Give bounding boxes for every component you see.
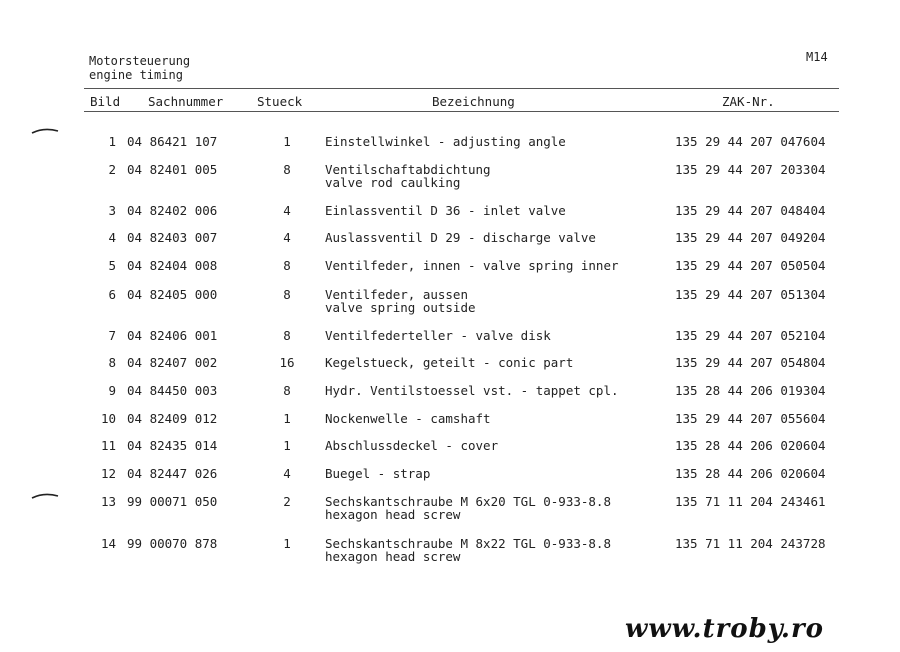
title-english: engine timing [89,68,183,82]
row-zak-nr: 135 29 44 207 051304 [675,287,826,302]
row-bild: 9 [108,383,116,398]
row-bezeichnung-de: Auslassventil D 29 - discharge valve [325,230,596,245]
row-bezeichnung-de: Buegel - strap [325,466,431,481]
row-zak-nr: 135 28 44 206 020604 [675,438,826,453]
row-stueck: 1 [283,134,291,149]
row-bezeichnung-en: hexagon head screw [325,507,461,522]
row-bild: 12 [100,466,116,481]
row-bezeichnung-de: Nockenwelle - camshaft [325,411,491,426]
row-bezeichnung-de: Ventilfederteller - valve disk [325,328,551,343]
row-zak-nr: 135 29 44 207 052104 [675,328,826,343]
row-bezeichnung-de: Einstellwinkel - adjusting angle [325,134,566,149]
row-sachnummer: 04 82406 001 [127,328,218,343]
row-zak-nr: 135 71 11 204 243728 [675,536,826,551]
row-zak-nr: 135 28 44 206 019304 [675,383,826,398]
watermark: www.troby.ro [625,614,825,644]
row-stueck: 4 [283,230,291,245]
row-zak-nr: 135 29 44 207 050504 [675,258,826,273]
row-bezeichnung-de: Sechskantschraube M 8x22 TGL 0-933-8.8 [325,536,611,551]
col-header-sachnummer: Sachnummer [148,94,224,109]
col-header-zak: ZAK-Nr. [722,94,775,109]
row-bezeichnung-de: Ventilfeder, aussen [325,287,468,302]
row-bezeichnung-de: Abschlussdeckel - cover [325,438,499,453]
section-code: M14 [806,50,828,64]
row-bezeichnung-de: Ventilschaftabdichtung [325,162,491,177]
row-bezeichnung-en: hexagon head screw [325,549,461,564]
row-bild: 14 [100,536,116,551]
row-bild: 2 [108,162,116,177]
page-title [89,54,190,82]
row-zak-nr: 135 29 44 207 049204 [675,230,826,245]
row-bild: 11 [100,438,116,453]
col-header-bild: Bild [90,94,121,109]
row-stueck: 8 [283,162,291,177]
col-header-bezeichnung: Bezeichnung [432,94,515,109]
row-stueck: 2 [283,494,291,509]
row-bezeichnung-de: Ventilfeder, innen - valve spring inner [325,258,619,273]
row-zak-nr: 135 29 44 207 054804 [675,355,826,370]
row-bild: 1 [108,134,116,149]
row-sachnummer: 04 84450 003 [127,383,218,398]
row-sachnummer: 04 82435 014 [127,438,218,453]
row-zak-nr: 135 71 11 204 243461 [675,494,826,509]
row-stueck: 8 [283,328,291,343]
row-stueck: 4 [283,203,291,218]
row-sachnummer: 99 00071 050 [127,494,218,509]
scan-mark-1 [30,125,60,137]
row-sachnummer: 99 00070 878 [127,536,218,551]
title-german: Motorsteuerung [89,54,191,68]
row-bild: 7 [108,328,116,343]
row-stueck: 8 [283,287,291,302]
row-stueck: 16 [279,355,295,370]
row-bild: 3 [108,203,116,218]
row-bezeichnung-de: Einlassventil D 36 - inlet valve [325,203,566,218]
row-sachnummer: 04 82403 007 [127,230,218,245]
row-zak-nr: 135 28 44 206 020604 [675,466,826,481]
row-sachnummer: 04 82407 002 [127,355,218,370]
row-zak-nr: 135 29 44 207 055604 [675,411,826,426]
row-sachnummer: 04 82409 012 [127,411,218,426]
row-bezeichnung-de: Kegelstueck, geteilt - conic part [325,355,574,370]
scan-mark-2 [30,490,60,502]
row-bild: 13 [100,494,116,509]
row-bild: 5 [108,258,116,273]
col-header-stueck: Stueck [257,94,303,109]
row-sachnummer: 04 82401 005 [127,162,218,177]
row-stueck: 8 [283,258,291,273]
row-zak-nr: 135 29 44 207 048404 [675,203,826,218]
row-bild: 8 [108,355,116,370]
row-sachnummer: 04 86421 107 [127,134,218,149]
row-bild: 4 [108,230,116,245]
row-stueck: 8 [283,383,291,398]
header-rule-bottom [84,111,839,112]
row-bild: 10 [100,411,116,426]
row-bezeichnung-de: Hydr. Ventilstoessel vst. - tappet cpl. [325,383,619,398]
row-bezeichnung-en: valve rod caulking [325,175,461,190]
row-zak-nr: 135 29 44 207 203304 [675,162,826,177]
row-stueck: 1 [283,438,291,453]
row-bild: 6 [108,287,116,302]
row-sachnummer: 04 82447 026 [127,466,218,481]
row-stueck: 4 [283,466,291,481]
row-zak-nr: 135 29 44 207 047604 [675,134,826,149]
row-bezeichnung-en: valve spring outside [325,300,476,315]
row-bezeichnung-de: Sechskantschraube M 6x20 TGL 0-933-8.8 [325,494,611,509]
row-sachnummer: 04 82404 008 [127,258,218,273]
header-rule-top [84,88,839,89]
row-stueck: 1 [283,411,291,426]
row-stueck: 1 [283,536,291,551]
row-sachnummer: 04 82405 000 [127,287,218,302]
row-sachnummer: 04 82402 006 [127,203,218,218]
